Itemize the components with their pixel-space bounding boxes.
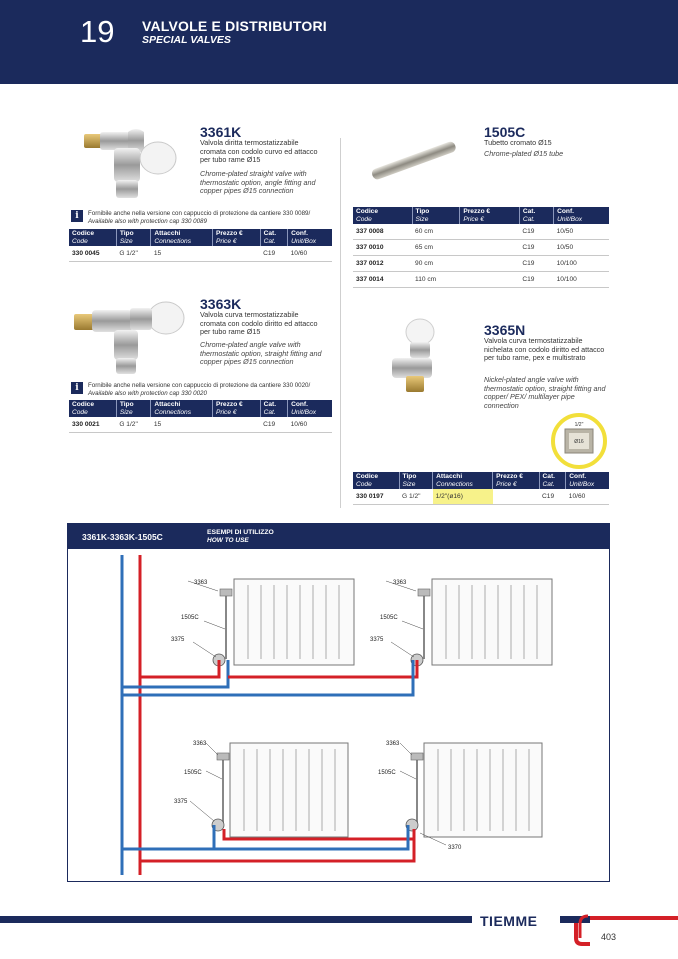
fitting-size-label: 1/2": [574, 422, 584, 428]
usage-section-code: 3361K-3363K-1505C: [82, 532, 163, 542]
label-3363: 3363: [193, 741, 207, 747]
fitting-pipe-label: Ø16: [574, 439, 584, 445]
product-code-3365n: 3365N: [484, 322, 526, 338]
usage-section-title: ESEMPI DI UTILIZZO: [207, 529, 274, 536]
product-desc-it-3365n: Valvola curva termostatizzabile nichelata con codolo diritto ed attacco per tubo rame, pex e multistrato: [484, 336, 605, 363]
price-table-3363k: Codice Code Tipo Size Attacchi Connections Prezzo € Price € Cat. Cat. Conf. Unit/Box 330 0021 G 1/2" 15 C19 10/60: [69, 400, 332, 433]
chapter-number: 19: [80, 14, 115, 49]
usage-diagram: [68, 549, 608, 879]
label-3363: 3363: [194, 580, 208, 586]
product-desc-en-3361k: Chrome-plated straight valve with thermostatic option, angle fitting and copper pipes Ø15 connection: [200, 169, 316, 196]
product-image-3363k: [70, 296, 190, 378]
label-1505c: 1505C: [184, 770, 202, 776]
label-3363: 3363: [393, 580, 407, 586]
product-code-3363k: 3363K: [200, 296, 242, 312]
label-1505c: 1505C: [380, 615, 398, 621]
page-number: 403: [601, 932, 617, 942]
table-row: 330 0197 G 1/2" 1/2"(ø16) C19 10/60: [353, 489, 609, 505]
chapter-subtitle: SPECIAL VALVES: [142, 34, 231, 46]
label-3375: 3375: [171, 637, 185, 643]
product-image-3361k: [76, 122, 186, 206]
fitting-detail-image: [551, 413, 607, 469]
radiator-bottom-right: [424, 743, 542, 837]
product-image-3365n: [382, 318, 454, 394]
table-row: 337 0010 65 cm C19 10/50: [353, 240, 609, 256]
radiator-bottom-left: [230, 743, 348, 837]
radiator-top-left: [234, 579, 354, 665]
usage-section-subtitle: HOW TO USE: [207, 537, 249, 544]
radiator-top-right: [432, 579, 552, 665]
product-code-1505c: 1505C: [484, 124, 526, 140]
footer-band: [0, 910, 678, 946]
product-code-3361k: 3361K: [200, 124, 242, 140]
table-row: 337 0012 90 cm C19 10/100: [353, 256, 609, 272]
chapter-title: VALVOLE E DISTRIBUTORI: [142, 18, 327, 34]
product-desc-en-1505c: Chrome-plated Ø15 tube: [484, 149, 564, 158]
label-1505c: 1505C: [181, 615, 199, 621]
price-table-1505c: Codice Code Tipo Size Prezzo € Price € Cat. Cat. Conf. Unit/Box 337 0008 60 cm C19 10/50 337 0010 65 cm C19 10/50 337 0012 90 cm C19 10/100 337 0014 110 cm C19 10/100: [353, 207, 609, 288]
product-desc-it-3363k: Valvola curva termostatizzabile cromata con codolo diritto ed attacco per tubo rame Ø15: [200, 310, 318, 337]
label-3375: 3375: [174, 799, 188, 805]
column-divider: [340, 138, 341, 508]
product-image-1505c: [368, 138, 460, 184]
product-desc-it-3361k: Valvola diritta termostatizzabile cromata con codolo curvo ed attacco per tubo rame Ø15: [200, 138, 318, 165]
product-desc-en-3365n: Nickel-plated angle valve with thermostatic option, straight fitting and copper/ PEX/ multilayer pipe connection: [484, 375, 606, 410]
info-icon: i: [71, 382, 83, 394]
note-3361k: Fornibile anche nella versione con cappuccio di protezione da cantiere 330 0089/ Available also with protection cap 330 0089: [88, 210, 311, 225]
brand-logo: TIEMME: [480, 913, 538, 929]
label-3375: 3375: [370, 637, 384, 643]
table-row: 337 0008 60 cm C19 10/50: [353, 224, 609, 240]
label-1505c: 1505C: [378, 770, 396, 776]
price-table-3361k: Codice Code Tipo Size Attacchi Connections Prezzo € Price € Cat. Cat. Conf. Unit/Box 330 0045 G 1/2" 15 C19 10/60: [69, 229, 332, 262]
product-desc-it-1505c: Tubetto cromato Ø15: [484, 138, 552, 147]
label-3370: 3370: [448, 845, 462, 851]
label-3363: 3363: [386, 741, 400, 747]
info-icon: i: [71, 210, 83, 222]
price-table-3365n: Codice Code Tipo Size Attacchi Connections Prezzo € Price € Cat. Cat. Conf. Unit/Box 330 0197 G 1/2" 1/2"(ø16) C19 10/60: [353, 472, 609, 505]
table-row: 337 0014 110 cm C19 10/100: [353, 272, 609, 288]
product-desc-en-3363k: Chrome-plated angle valve with thermostatic option, straight fitting and copper pipes Ø15 connection: [200, 340, 322, 367]
note-3363k: Fornibile anche nella versione con cappuccio di protezione da cantiere 330 0020/ Available also with protection cap 330 0020: [88, 382, 311, 397]
table-row: 330 0045 G 1/2" 15 C19 10/60: [69, 246, 332, 262]
table-row: 330 0021 G 1/2" 15 C19 10/60: [69, 417, 332, 433]
